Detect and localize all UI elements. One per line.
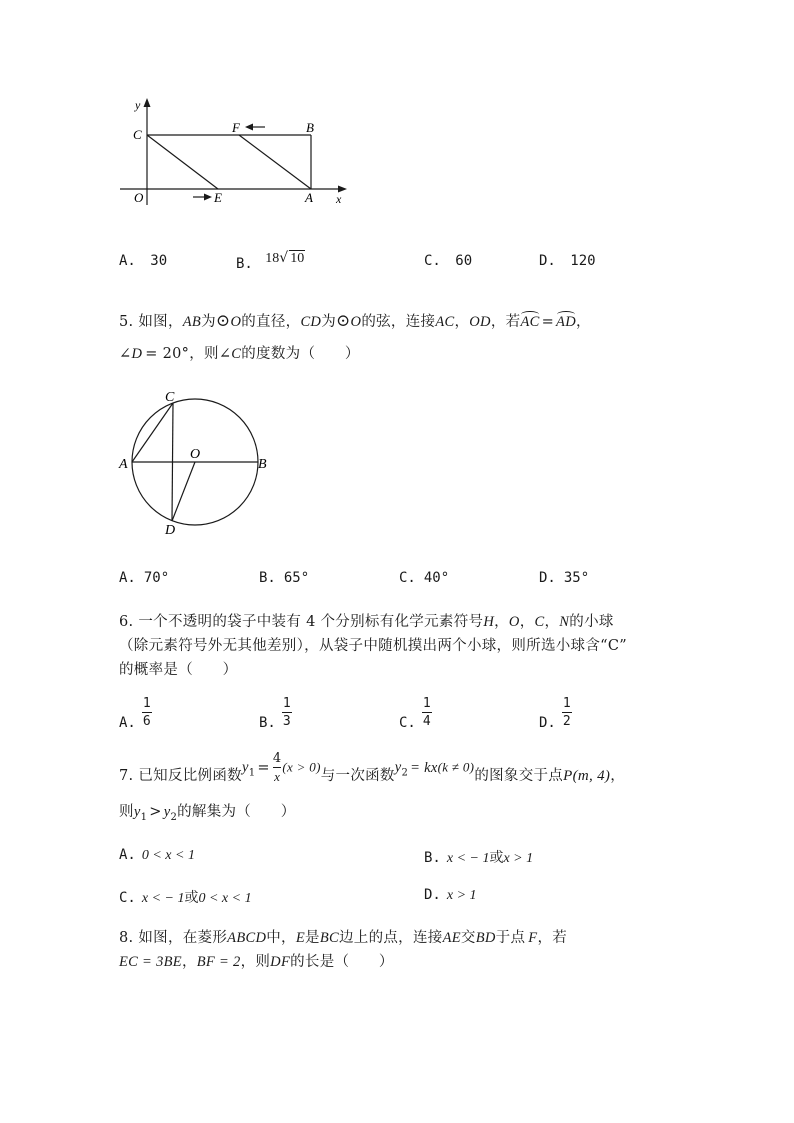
question-number: 5. — [119, 314, 134, 330]
arc-ad: AD — [556, 314, 576, 330]
label-B: B — [306, 120, 314, 135]
q5-text: ，则 — [189, 346, 219, 362]
option-radicand: 10 — [290, 251, 305, 266]
q8-text: 交 — [460, 930, 476, 946]
q5-o: O — [230, 314, 242, 330]
label-C: C — [133, 127, 142, 142]
option-letter: C. — [399, 714, 416, 731]
q4-option-a[interactable] — [119, 253, 167, 269]
q6-sep: ， — [494, 614, 509, 630]
option-letter: C. — [399, 570, 416, 586]
q6-n: N — [559, 614, 570, 630]
label-C: C — [165, 390, 175, 405]
q5-od: OD — [469, 314, 491, 330]
q7-y2: y — [163, 804, 171, 820]
label-B: B — [258, 457, 267, 472]
option-right: 0 < x < 1 — [198, 891, 252, 906]
q4-option-b[interactable] — [236, 250, 305, 272]
option-value: 0 < x < 1 — [141, 848, 195, 863]
q6-c: C — [534, 614, 545, 630]
option-left: x < − 1 — [141, 891, 185, 906]
segment-OD — [172, 462, 195, 521]
q5-text: 如图， — [138, 314, 183, 330]
q6-text: 的概率是（ ） — [119, 662, 238, 678]
q5-text: 的度数为（ ） — [241, 346, 360, 362]
option-fraction — [142, 697, 152, 728]
option-value: 40° — [423, 570, 450, 586]
q8-text: 是 — [305, 930, 320, 946]
q6-option-d[interactable] — [539, 696, 572, 731]
q8-sep: ， — [181, 954, 197, 970]
q6-text: 的小球 — [569, 614, 614, 630]
q7-sub2: 2 — [401, 767, 409, 779]
q5-text: 为 — [321, 314, 336, 330]
arc-ac: AC — [520, 314, 540, 330]
label-O: O — [190, 447, 201, 462]
label-D: D — [165, 523, 176, 538]
option-letter: A. — [119, 253, 136, 269]
option-letter: B. — [259, 570, 276, 586]
option-letter: C. — [424, 253, 441, 269]
fraction-denominator: 4 — [422, 714, 431, 729]
question-number: 8. — [119, 930, 134, 946]
option-left: x < − 1 — [446, 851, 490, 866]
q6-h: H — [483, 614, 495, 630]
q7-option-b[interactable] — [424, 847, 533, 867]
q4-option-d[interactable] — [539, 253, 596, 269]
option-value: 30 — [150, 253, 168, 269]
q7-text: 与一次函数 — [320, 767, 395, 784]
q7-text: ， — [610, 767, 626, 784]
segment-AC — [132, 403, 173, 462]
q7-gt: > — [149, 804, 162, 820]
question-6-line-1 — [119, 610, 614, 631]
option-letter: D. — [539, 253, 556, 269]
q6-option-a[interactable] — [119, 696, 152, 731]
option-letter: B. — [424, 850, 441, 866]
q5-text: 为 — [201, 314, 216, 330]
q7-text: 则 — [119, 804, 134, 820]
q7-text: 的解集为（ ） — [177, 804, 296, 820]
q7-sub2: 2 — [170, 811, 178, 823]
label-y: y — [135, 98, 141, 112]
option-letter: C. — [119, 890, 136, 906]
q5-o: O — [350, 314, 362, 330]
q5-sep: ， — [454, 314, 470, 330]
arrow-E-head — [204, 194, 212, 201]
option-value: 60 — [455, 253, 473, 269]
fraction-numerator: 1 — [142, 696, 151, 711]
q5-d: D — [131, 346, 143, 362]
q7-point: P(m, 4) — [563, 767, 611, 784]
option-value: x > 1 — [446, 888, 477, 903]
q7-y1: y — [241, 759, 249, 776]
fraction-numerator: 1 — [282, 696, 291, 711]
q8-e: E — [295, 930, 306, 946]
q7-cond2: (k ≠ 0) — [437, 759, 475, 775]
q5-option-a[interactable] — [119, 570, 169, 586]
q6-option-b[interactable] — [259, 696, 292, 731]
q5-c: C — [231, 346, 242, 362]
label-A: A — [119, 457, 128, 472]
q5-ab: AB — [182, 314, 202, 330]
q8-text: 于点 — [495, 930, 526, 946]
q5-ac: AC — [435, 314, 455, 330]
option-letter: A. — [119, 570, 136, 586]
label-A: A — [305, 190, 313, 205]
option-letter: D. — [424, 887, 441, 903]
circle-symbol: ⊙ — [215, 311, 231, 331]
q5-degree: = 20° — [145, 346, 190, 362]
question-8-line-2 — [119, 950, 394, 971]
question-7-line-2 — [119, 800, 296, 823]
fraction-denominator: 2 — [562, 714, 571, 729]
option-letter: A. — [119, 714, 136, 731]
fraction-numerator: 1 — [562, 696, 571, 711]
option-fraction — [422, 697, 432, 728]
option-fraction — [562, 697, 572, 728]
figure-q4 — [110, 95, 360, 215]
angle-symbol: ∠ — [119, 346, 132, 362]
q7-fraction — [272, 752, 283, 783]
q6-sep: ， — [519, 614, 535, 630]
q6-o: O — [508, 614, 520, 630]
question-8-line-1 — [119, 926, 567, 947]
q8-text: 中， — [266, 930, 296, 946]
label-x: x — [336, 192, 342, 206]
option-value: 70° — [143, 570, 170, 586]
q7-text: 的图象交于点 — [474, 767, 564, 784]
q8-text: ，则 — [240, 954, 271, 970]
q5-text: ， — [575, 314, 591, 330]
q6-option-c[interactable] — [399, 696, 432, 731]
q5-option-c[interactable] — [399, 570, 449, 586]
option-letter: D. — [539, 714, 556, 731]
q6-text: （除元素符号外无其他差别），从袋子中随机摸出两个小球，则所选小球含“C” — [119, 638, 627, 654]
q8-cond1: EC = 3BE — [119, 954, 182, 970]
fraction-denominator: 6 — [142, 714, 151, 729]
q7-y1: y — [133, 804, 141, 820]
q8-text: ，若 — [537, 930, 568, 946]
label-E: E — [214, 190, 222, 205]
q7-option-a[interactable] — [119, 847, 195, 864]
option-letter: B. — [259, 714, 276, 731]
segment-CE — [147, 135, 218, 189]
fraction-numerator: 4 — [272, 751, 282, 766]
q8-text: 边上的点，连接 — [338, 930, 443, 946]
q5-text: 的直径， — [241, 314, 301, 330]
q4-option-c[interactable] — [424, 253, 472, 269]
q5-option-b[interactable] — [259, 570, 309, 586]
label-F: F — [232, 120, 240, 135]
fraction-denominator: 3 — [282, 714, 291, 729]
question-7-line-1 — [119, 752, 625, 783]
q7-option-c[interactable] — [119, 887, 252, 907]
option-letter: A. — [119, 847, 136, 863]
q7-eq: = — [257, 759, 270, 776]
q5-text: 的弦，连接 — [361, 314, 436, 330]
q6-sep: ， — [544, 614, 560, 630]
q7-text: 已知反比例函数 — [138, 767, 242, 784]
q8-cond2: BF = 2 — [196, 954, 241, 970]
q7-cond1: (x > 0) — [282, 759, 321, 775]
y-axis-arrow — [144, 98, 151, 107]
fraction-denominator: x — [274, 769, 281, 784]
option-value: 120 — [570, 253, 596, 269]
question-6-line-3 — [119, 658, 237, 679]
q8-ae: AE — [442, 930, 461, 946]
question-6-line-2 — [119, 634, 627, 655]
option-letter: B. — [236, 256, 253, 272]
question-5-line-2 — [119, 342, 360, 363]
q7-option-d[interactable] — [424, 887, 477, 904]
option-fraction — [282, 697, 292, 728]
arrow-F-head — [245, 124, 253, 131]
q7-y2: y — [394, 759, 402, 776]
q8-text: 如图，在菱形 — [138, 930, 228, 946]
option-right: x > 1 — [503, 851, 534, 866]
option-or: 或 — [184, 890, 199, 906]
question-5-line-1 — [119, 310, 591, 331]
q8-df: DF — [270, 954, 291, 970]
q8-abcd: ABCD — [227, 930, 267, 946]
option-coef: 18 — [265, 251, 280, 266]
angle-symbol: ∠ — [218, 346, 232, 362]
q8-f: F — [528, 930, 538, 946]
option-value: 65° — [283, 570, 310, 586]
option-letter: D. — [539, 570, 556, 586]
fraction-numerator: 1 — [422, 696, 431, 711]
q8-text: 的长是（ ） — [290, 954, 394, 970]
q5-eq: = — [541, 314, 555, 330]
q5-cd: CD — [300, 314, 322, 330]
question-number: 7. — [119, 767, 134, 784]
circle-symbol: ⊙ — [336, 311, 351, 331]
option-or: 或 — [489, 850, 504, 866]
q5-option-d[interactable] — [539, 570, 589, 586]
question-number: 6. — [119, 614, 134, 630]
label-O: O — [134, 190, 144, 205]
q8-bc: BC — [319, 930, 339, 946]
q7-rhs: = kx — [410, 759, 438, 776]
q5-text: ，若 — [490, 314, 521, 330]
option-value: 35° — [563, 570, 590, 586]
q6-text: 一个不透明的袋子中装有 4 个分别标有化学元素符号 — [138, 614, 484, 630]
q8-bd: BD — [475, 930, 496, 946]
sqrt-sign: √ — [279, 250, 289, 266]
chord-CD — [172, 403, 173, 521]
figure-q5 — [112, 380, 282, 545]
q7-sub1: 1 — [248, 767, 256, 779]
q7-sub1: 1 — [140, 811, 148, 823]
segment-FA — [239, 135, 311, 189]
